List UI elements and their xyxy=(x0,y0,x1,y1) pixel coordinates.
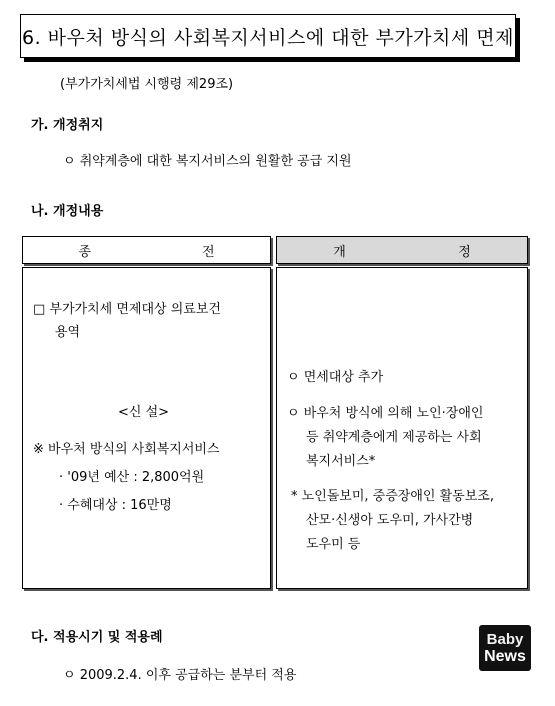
before-bullet-recipients: · 수혜대상 : 16만명 xyxy=(59,498,172,513)
after-header-char-2: 정 xyxy=(458,244,471,260)
before-item1-line1: □ 부가가치세 면제대상 의료보건 xyxy=(33,302,221,317)
before-header xyxy=(22,236,271,264)
after-note-line2: 산모·신생아 도우미, 가사간병 xyxy=(306,513,474,528)
title-text: 6. 바우처 방식의 사회복지서비스에 대한 부가가치세 면제 xyxy=(21,26,514,49)
before-item1-line2: 용역 xyxy=(55,325,81,340)
after-item2-line3: 복지서비스* xyxy=(306,454,376,469)
logo-line-2: News xyxy=(484,648,526,665)
after-item2-line1: ㅇ 바우처 방식에 의해 노인·장애인 xyxy=(287,406,484,421)
after-item1: ㅇ 면세대상 추가 xyxy=(287,370,384,385)
after-note-line3: 도우미 등 xyxy=(306,537,361,552)
after-item2-line2: 등 취약계층에게 제공하는 사회 xyxy=(306,430,482,445)
section-ga-item: ㅇ 취약계층에 대한 복지서비스의 원활한 공급 지원 xyxy=(63,154,352,169)
after-note-line1: * 노인돌보미, 중증장애인 활동보조, xyxy=(291,489,494,504)
after-header xyxy=(276,236,528,264)
new-provision-label: <신 설> xyxy=(118,405,170,420)
babynews-logo xyxy=(479,625,531,671)
after-header-char-1: 개 xyxy=(333,244,346,260)
before-bullet-budget: · '09년 예산 : 2,800억원 xyxy=(59,470,205,485)
page-title xyxy=(20,14,516,58)
legal-reference: (부가가치세법 시행령 제29조) xyxy=(60,77,234,92)
section-da-heading: 다. 적용시기 및 적용례 xyxy=(31,630,163,645)
section-ga-heading: 가. 개정취지 xyxy=(31,118,104,133)
before-note-line: ※ 바우처 방식의 사회복지서비스 xyxy=(33,442,220,457)
section-na-heading: 나. 개정내용 xyxy=(31,204,104,219)
logo-line-1: Baby xyxy=(486,631,524,648)
section-da-item: ㅇ 2009.2.4. 이후 공급하는 분부터 적용 xyxy=(63,668,297,683)
before-header-char-2: 전 xyxy=(201,244,215,260)
before-header-char-1: 종 xyxy=(78,244,92,260)
